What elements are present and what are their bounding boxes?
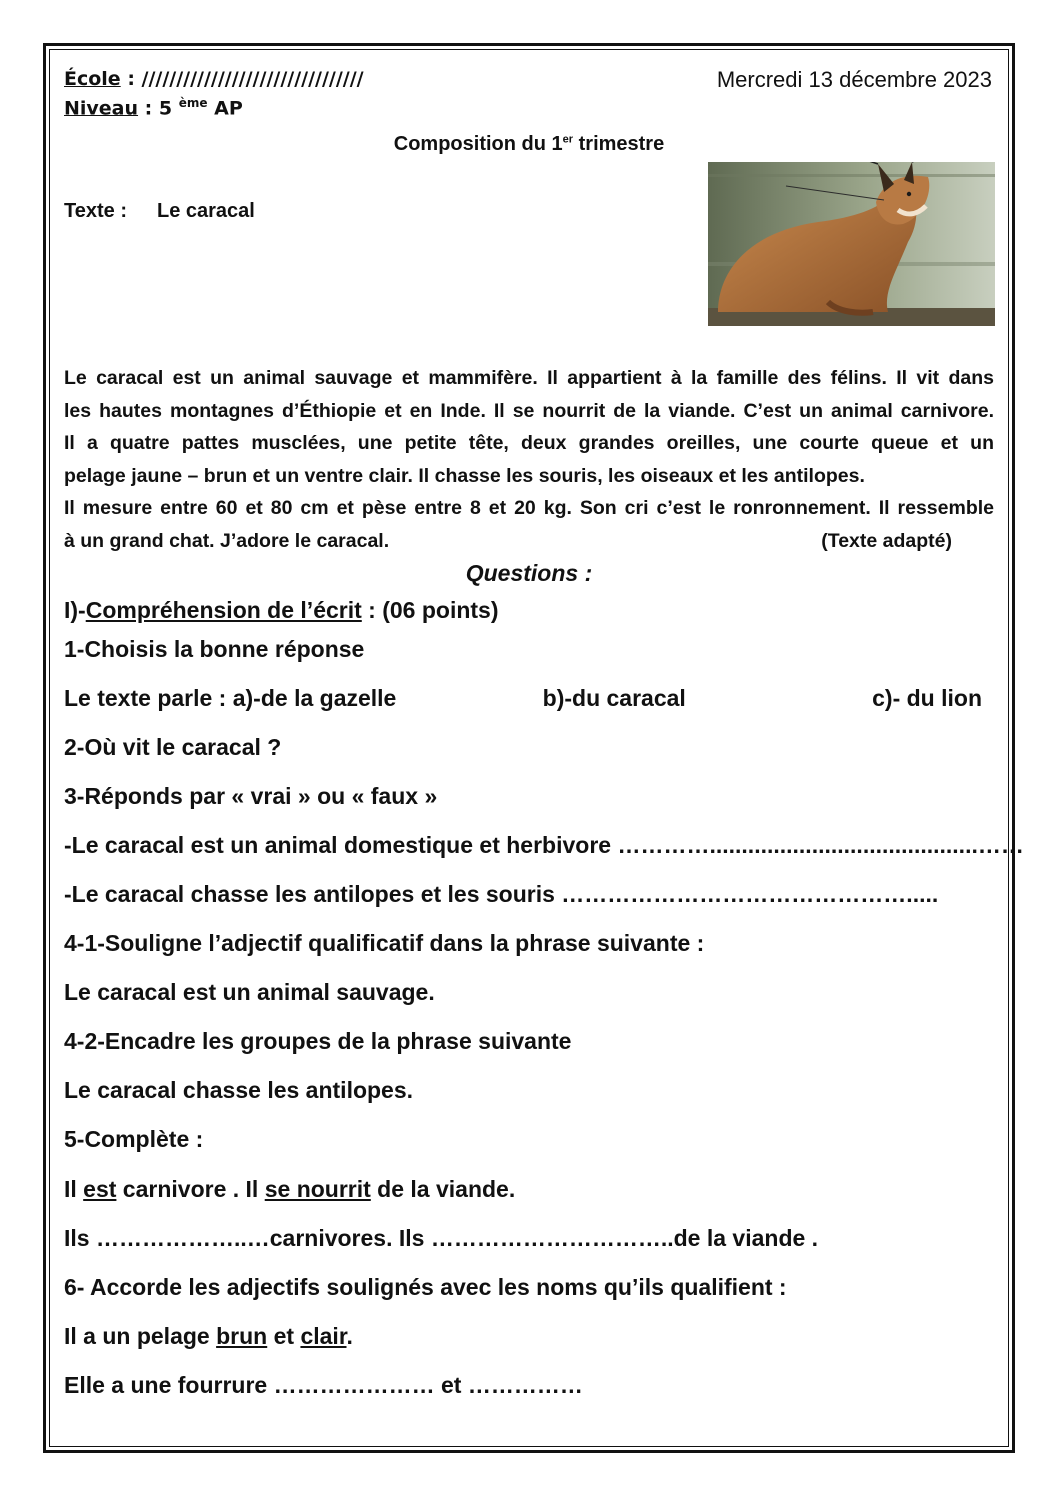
question-1: 1-Choisis la bonne réponse xyxy=(64,636,365,662)
question-1-choices xyxy=(64,685,982,712)
school-label: École xyxy=(64,68,121,90)
question-6-fill: Elle a une fourrure ………………… et …………… xyxy=(64,1372,583,1398)
level-value: : 5 xyxy=(138,97,179,120)
question-4-1: 4-1-Souligne l’adjectif qualificatif dans la phrase suivante : xyxy=(64,930,705,956)
level-label: Niveau xyxy=(64,97,139,120)
title-prefix: Composition du 1 xyxy=(393,133,563,155)
reading-text xyxy=(64,362,994,557)
text-line: les hautes montagnes d’Éthiopie et en Inde. Il se nourrit de la viande. C’est un animal carnivore. xyxy=(64,399,994,422)
title-sup: er xyxy=(562,133,574,146)
text-line: Il mesure entre 60 et 80 cm et pèse entre 8 et 20 kg. Son cri c’est le ronronnement. Il ressemble xyxy=(64,497,994,519)
choice-c: c)- du lion xyxy=(872,685,982,711)
text-line: pelage jaune – brun et un ventre clair. Il chasse les souris, les oiseaux et les antilopes. xyxy=(64,464,865,487)
q5-verb-underlined: se nourrit xyxy=(264,1176,371,1202)
question-6-sentence xyxy=(64,1323,353,1350)
q6-part: . xyxy=(346,1323,353,1349)
question-3-a: -Le caracal est un animal domestique et herbivore …………..........................................…… xyxy=(64,832,1024,858)
q6-adjective-underlined: clair xyxy=(300,1323,347,1349)
text-source: (Texte adapté) xyxy=(821,529,952,552)
choice-b: b)-du caracal xyxy=(542,685,686,711)
q6-part: et xyxy=(267,1323,301,1349)
section-prefix: I)- xyxy=(64,597,86,623)
exam-title xyxy=(0,133,1058,156)
question-4-2: 4-2-Encadre les groupes de la phrase suivante xyxy=(64,1028,572,1054)
question-5-fill: Ils ………………..…carnivores. Ils …………………………..de la viande . xyxy=(64,1225,819,1251)
q5-part: Il xyxy=(64,1176,84,1202)
choice-a: Le texte parle : a)-de la gazelle xyxy=(64,685,397,711)
question-4-1-sentence: Le caracal est un animal sauvage. xyxy=(64,979,435,1005)
caracal-photo xyxy=(708,162,995,326)
q6-part: Il a un pelage xyxy=(64,1323,217,1349)
q5-part: carnivore . Il xyxy=(116,1176,265,1202)
question-5: 5-Complète : xyxy=(64,1126,204,1152)
level-sup: ème xyxy=(178,96,208,110)
q5-part: de la viande. xyxy=(370,1176,516,1202)
question-4-2-sentence: Le caracal chasse les antilopes. xyxy=(64,1077,414,1103)
text-heading xyxy=(64,200,255,223)
school-value: : //////////////////////////////// xyxy=(120,68,364,90)
question-6: 6- Accorde les adjectifs soulignés avec les noms qu’ils qualifient : xyxy=(64,1274,787,1300)
q6-adjective-underlined: brun xyxy=(216,1323,268,1349)
question-5-sentence xyxy=(64,1176,515,1203)
text-name: Le caracal xyxy=(156,200,255,222)
school-line xyxy=(64,68,364,90)
text-last-line xyxy=(64,525,994,558)
level-suffix: AP xyxy=(207,97,243,120)
questions-title: Questions : xyxy=(465,560,593,586)
text-line: Il a quatre pattes musclées, une petite tête, deux grandes oreilles, une courte queue et un xyxy=(64,432,994,454)
text-line: Le caracal est un animal sauvage et mammifère. Il appartient à la famille des félins. Il vit dans xyxy=(64,367,994,389)
q5-verb-underlined: est xyxy=(83,1176,117,1202)
question-3-b: -Le caracal chasse les antilopes et les souris ………………………………………..... xyxy=(64,881,939,907)
text-line: à un grand chat. J’adore le caracal. xyxy=(64,529,390,552)
question-3: 3-Réponds par « vrai » ou « faux » xyxy=(64,783,438,809)
section-label: Compréhension de l’écrit xyxy=(85,597,362,623)
section-points: : (06 points) xyxy=(361,597,499,623)
title-suffix: trimestre xyxy=(573,133,665,155)
section-heading xyxy=(64,597,499,624)
text-label: Texte : xyxy=(64,200,127,222)
question-2: 2-Où vit le caracal ? xyxy=(64,734,282,760)
level-line xyxy=(64,96,243,119)
exam-date: Mercredi 13 décembre 2023 xyxy=(716,67,992,92)
